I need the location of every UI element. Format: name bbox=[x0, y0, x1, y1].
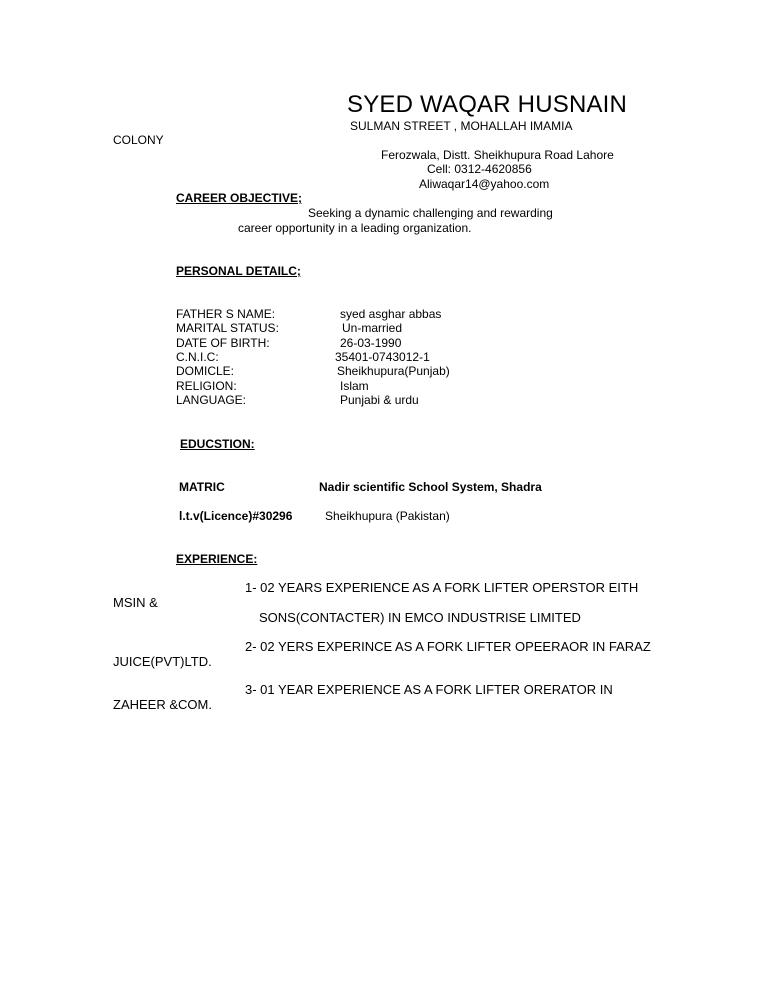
personal-details-heading: PERSONAL DETAILC; bbox=[176, 264, 301, 278]
language-label: LANGUAGE: bbox=[176, 393, 247, 407]
candidate-name: SYED WAQAR HUSNAIN bbox=[347, 91, 628, 118]
career-objective-line-2: career opportunity in a leading organization. bbox=[238, 221, 472, 235]
career-objective-heading: CAREER OBJECTIVE; bbox=[176, 191, 303, 205]
domicile-value: Sheikhupura(Punjab) bbox=[337, 364, 450, 378]
experience-item-1-line-1: 1- 02 YEARS EXPERIENCE AS A FORK LIFTER OPERSTOR EITH bbox=[245, 580, 639, 595]
cnic-label: C.N.I.C: bbox=[176, 350, 219, 364]
address-line-1: SULMAN STREET , MOHALLAH IMAMIA bbox=[350, 119, 573, 133]
language-value: Punjabi & urdu bbox=[340, 393, 419, 407]
marital-status-value: Un-married bbox=[342, 321, 403, 335]
domicile-label: DOMICLE: bbox=[176, 364, 235, 378]
marital-status-label: MARITAL STATUS: bbox=[176, 321, 279, 335]
father-name-label: FATHER S NAME: bbox=[176, 307, 276, 321]
address-colony: COLONY bbox=[113, 133, 164, 147]
cnic-value: 35401-0743012-1 bbox=[335, 350, 430, 364]
religion-value: Islam bbox=[340, 379, 369, 393]
ltv-licence-place: Sheikhupura (Pakistan) bbox=[325, 509, 450, 523]
dob-label: DATE OF BIRTH: bbox=[176, 336, 270, 350]
father-name-value: syed asghar abbas bbox=[340, 307, 442, 321]
education-heading: EDUCSTION: bbox=[180, 437, 255, 451]
dob-value: 26-03-1990 bbox=[340, 336, 402, 350]
experience-item-3-wrap: ZAHEER &COM. bbox=[113, 697, 212, 712]
career-objective-line-1: Seeking a dynamic challenging and rewarding bbox=[308, 206, 553, 220]
experience-item-1-line-2: SONS(CONTACTER) IN EMCO INDUSTRISE LIMITED bbox=[259, 610, 581, 625]
email-address: Aliwaqar14@yahoo.com bbox=[419, 177, 550, 191]
experience-item-2-wrap: JUICE(PVT)LTD. bbox=[113, 654, 212, 669]
experience-item-3-line-1: 3- 01 YEAR EXPERIENCE AS A FORK LIFTER ORERATOR IN bbox=[245, 682, 613, 697]
ltv-licence-label: l.t.v(Licence)#30296 bbox=[179, 509, 293, 523]
experience-heading: EXPERIENCE: bbox=[176, 552, 258, 566]
address-line-2: Ferozwala, Distt. Sheikhupura Road Lahore bbox=[381, 148, 614, 162]
religion-label: RELIGION: bbox=[176, 379, 237, 393]
cell-number: Cell: 0312-4620856 bbox=[427, 162, 532, 176]
matric-school: Nadir scientific School System, Shadra bbox=[319, 480, 542, 494]
experience-item-1-wrap: MSIN & bbox=[113, 595, 158, 610]
matric-label: MATRIC bbox=[179, 480, 225, 494]
experience-item-2-line-1: 2- 02 YERS EXPERINCE AS A FORK LIFTER OPEERAOR IN FARAZ bbox=[245, 639, 651, 654]
